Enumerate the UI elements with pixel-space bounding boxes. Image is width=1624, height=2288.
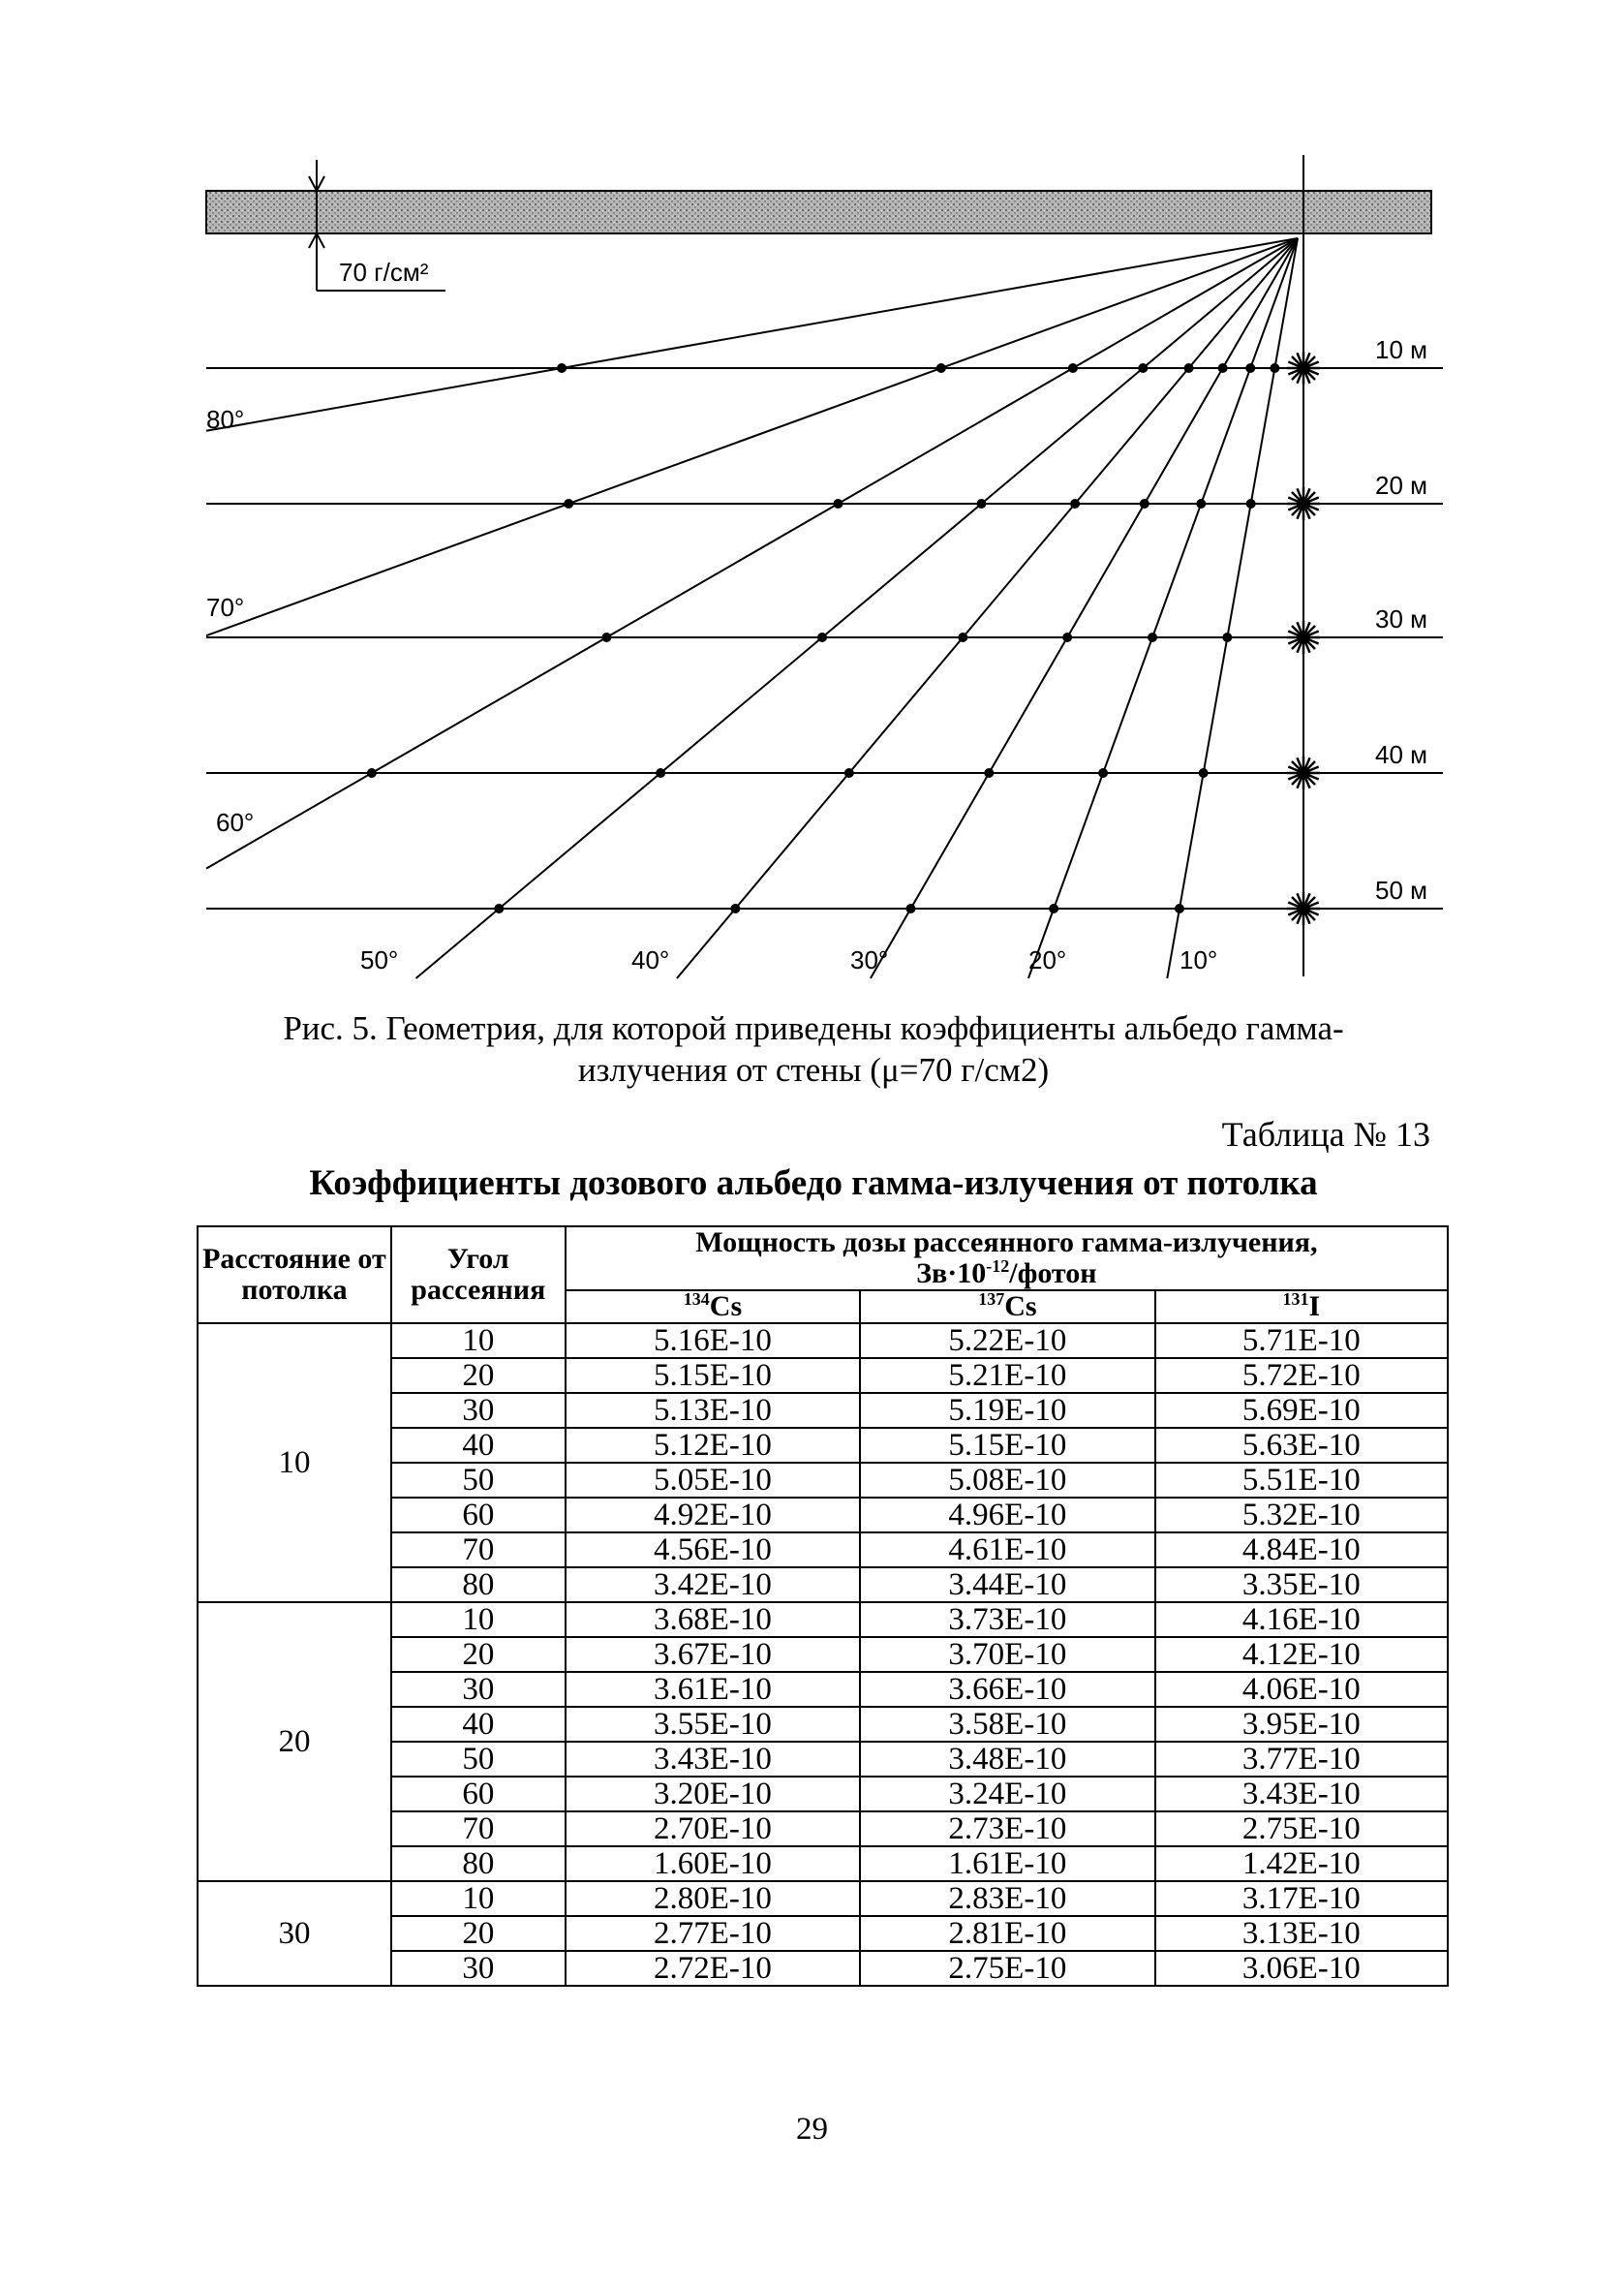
caption-line-1: Рис. 5. Геометрия, для которой приведены коэффициенты альбедо гамма- <box>283 1009 1344 1047</box>
distance-cell: 30 <box>198 1881 391 1986</box>
angle-cell: 50 <box>391 1742 566 1777</box>
intersection-dot <box>936 363 946 373</box>
angle-cell: 20 <box>391 1358 566 1393</box>
dose-cell: 5.22E-10 <box>860 1323 1154 1358</box>
angle-cell: 70 <box>391 1811 566 1846</box>
isotope-header-2 <box>860 1290 1154 1323</box>
page-number: 29 <box>796 2112 828 2147</box>
intersection-dot <box>1140 499 1149 509</box>
ray-line <box>1167 238 1298 978</box>
ray-line <box>1028 238 1298 978</box>
distance-label: 30 м <box>1375 604 1428 634</box>
dose-cell: 5.63E-10 <box>1155 1428 1448 1463</box>
distance-cell: 20 <box>198 1602 391 1881</box>
dose-cell: 5.16E-10 <box>566 1323 860 1358</box>
intersection-dot <box>367 768 377 778</box>
ceiling-slab <box>206 191 1431 233</box>
distance-label: 50 м <box>1375 876 1428 905</box>
dose-cell: 5.19E-10 <box>860 1393 1154 1428</box>
table-number: Таблица № 13 <box>1221 1115 1430 1154</box>
caption-line-2: излучения от стены (μ=70 г/см2) <box>577 1051 1050 1089</box>
dose-cell: 3.68E-10 <box>566 1602 860 1637</box>
intersection-dot <box>601 633 611 642</box>
dose-cell: 1.42E-10 <box>1155 1846 1448 1881</box>
intersection-dot <box>817 633 827 642</box>
angle-cell: 50 <box>391 1463 566 1498</box>
dose-cell: 4.12E-10 <box>1155 1637 1448 1672</box>
ray-line <box>416 238 1298 978</box>
ray-line <box>677 238 1298 978</box>
angle-label: 30° <box>850 945 889 974</box>
dose-cell: 2.75E-10 <box>860 1951 1154 1986</box>
isotope-mass: 131 <box>1282 1289 1309 1309</box>
dose-cell: 2.75E-10 <box>1155 1811 1448 1846</box>
angle-cell: 80 <box>391 1567 566 1602</box>
dose-cell: 5.51E-10 <box>1155 1463 1448 1498</box>
dose-cell: 2.83E-10 <box>860 1881 1154 1916</box>
isotope-mass: 134 <box>683 1289 710 1309</box>
angle-cell: 30 <box>391 1672 566 1707</box>
isotope-symbol: Cs <box>1004 1290 1037 1322</box>
intersection-dot <box>1175 904 1184 913</box>
distance-label: 20 м <box>1375 471 1428 500</box>
intersection-dot <box>1245 363 1255 373</box>
angle-cell: 10 <box>391 1602 566 1637</box>
intersection-dot <box>1218 363 1228 373</box>
intersection-dot <box>494 904 504 913</box>
intersection-dot <box>1246 499 1256 509</box>
dose-cell: 3.58E-10 <box>860 1707 1154 1742</box>
intersection-dot <box>1148 633 1157 642</box>
isotope-header-1 <box>566 1290 860 1323</box>
source-burst-icon <box>1287 757 1320 789</box>
angle-cell: 60 <box>391 1498 566 1532</box>
distance-cell: 10 <box>198 1323 391 1602</box>
intersection-dot <box>958 633 967 642</box>
dose-cell: 3.13E-10 <box>1155 1916 1448 1951</box>
source-burst-icon <box>1287 621 1320 654</box>
table-row <box>198 1323 1448 1358</box>
dose-cell: 2.81E-10 <box>860 1916 1154 1951</box>
intersection-dot <box>844 768 854 778</box>
dose-cell: 2.70E-10 <box>566 1811 860 1846</box>
intersection-dot <box>1199 768 1209 778</box>
dose-cell: 1.61E-10 <box>860 1846 1154 1881</box>
ray-line <box>206 238 1298 635</box>
intersection-dot <box>1068 363 1078 373</box>
intersection-dot <box>1062 633 1072 642</box>
angle-cell: 20 <box>391 1637 566 1672</box>
dose-cell: 3.61E-10 <box>566 1672 860 1707</box>
intersection-dot <box>1098 768 1108 778</box>
angle-cell: 10 <box>391 1323 566 1358</box>
dose-cell: 3.95E-10 <box>1155 1707 1448 1742</box>
isotope-symbol: Cs <box>709 1290 743 1322</box>
table-row <box>198 1602 1448 1637</box>
unit-suffix: /фотон <box>1009 1257 1097 1289</box>
dose-cell: 3.67E-10 <box>566 1637 860 1672</box>
header-dose-unit <box>567 1258 1447 1289</box>
intersection-dot <box>564 499 573 509</box>
table-title: Коэффициенты дозового альбедо гамма-излучения от потолка <box>309 1163 1318 1203</box>
dose-cell: 3.73E-10 <box>860 1602 1154 1637</box>
dose-cell: 3.44E-10 <box>860 1567 1154 1602</box>
intersection-dot <box>833 499 843 509</box>
dose-cell: 5.72E-10 <box>1155 1358 1448 1393</box>
angle-label: 10° <box>1180 945 1218 974</box>
intersection-dot <box>984 768 994 778</box>
table-row <box>198 1881 1448 1916</box>
intersection-dot <box>976 499 986 509</box>
dose-cell: 3.42E-10 <box>566 1567 860 1602</box>
intersection-dot <box>557 363 567 373</box>
dose-cell: 5.12E-10 <box>566 1428 860 1463</box>
header-dose <box>566 1226 1448 1290</box>
intersection-dot <box>1138 363 1148 373</box>
dose-cell: 5.05E-10 <box>566 1463 860 1498</box>
dose-cell: 4.16E-10 <box>1155 1602 1448 1637</box>
dose-cell: 3.20E-10 <box>566 1777 860 1811</box>
angle-cell: 10 <box>391 1881 566 1916</box>
dose-cell: 5.71E-10 <box>1155 1323 1448 1358</box>
header-dose-line1: Мощность дозы рассеянного гамма-излучения, <box>695 1226 1318 1258</box>
angle-label: 70° <box>206 593 245 622</box>
dose-cell: 5.15E-10 <box>566 1358 860 1393</box>
source-burst-icon <box>1287 487 1320 520</box>
dose-cell: 2.72E-10 <box>566 1951 860 1986</box>
source-burst-icon <box>1287 352 1320 385</box>
angle-label: 80° <box>206 405 245 434</box>
dose-cell: 2.77E-10 <box>566 1916 860 1951</box>
dose-cell: 3.35E-10 <box>1155 1567 1448 1602</box>
unit-prefix: Зв·10 <box>916 1257 987 1289</box>
angle-cell: 30 <box>391 1393 566 1428</box>
intersection-dot <box>1070 499 1080 509</box>
dose-cell: 5.69E-10 <box>1155 1393 1448 1428</box>
angle-cell: 40 <box>391 1428 566 1463</box>
dose-cell: 4.56E-10 <box>566 1532 860 1567</box>
intersection-dot <box>730 904 740 913</box>
distance-label: 40 м <box>1375 740 1428 769</box>
dose-cell: 4.84E-10 <box>1155 1532 1448 1567</box>
geometry-figure <box>0 0 1624 988</box>
angle-label: 20° <box>1028 945 1067 974</box>
unit-exponent: -12 <box>986 1256 1010 1276</box>
intersection-dot <box>905 904 915 913</box>
dose-cell: 3.55E-10 <box>566 1707 860 1742</box>
intersection-dot <box>1196 499 1206 509</box>
angle-cell: 80 <box>391 1846 566 1881</box>
header-distance: Расстояние от потолка <box>198 1226 391 1323</box>
dose-cell: 5.21E-10 <box>860 1358 1154 1393</box>
dose-cell: 3.17E-10 <box>1155 1881 1448 1916</box>
dose-cell: 4.92E-10 <box>566 1498 860 1532</box>
dose-cell: 3.66E-10 <box>860 1672 1154 1707</box>
dose-cell: 5.08E-10 <box>860 1463 1154 1498</box>
thickness-label: 70 г/см² <box>339 258 429 287</box>
dose-cell: 3.48E-10 <box>860 1742 1154 1777</box>
dose-cell: 3.24E-10 <box>860 1777 1154 1811</box>
isotope-symbol: I <box>1308 1290 1321 1322</box>
dose-cell: 3.06E-10 <box>1155 1951 1448 1986</box>
intersection-dot <box>1049 904 1058 913</box>
dose-cell: 1.60E-10 <box>566 1846 860 1881</box>
angle-cell: 20 <box>391 1916 566 1951</box>
intersection-dot <box>1222 633 1232 642</box>
angle-label: 50° <box>360 945 399 974</box>
dose-cell: 3.70E-10 <box>860 1637 1154 1672</box>
angle-cell: 30 <box>391 1951 566 1986</box>
dose-cell: 4.61E-10 <box>860 1532 1154 1567</box>
intersection-dot <box>1184 363 1194 373</box>
figure-caption <box>242 1007 1385 1091</box>
angle-cell: 40 <box>391 1707 566 1742</box>
angle-label: 40° <box>631 945 670 974</box>
dose-cell: 2.80E-10 <box>566 1881 860 1916</box>
angle-label: 60° <box>216 808 255 837</box>
intersection-dot <box>656 768 665 778</box>
dose-cell: 5.32E-10 <box>1155 1498 1448 1532</box>
source-burst-icon <box>1287 892 1320 925</box>
isotope-header-3 <box>1155 1290 1448 1323</box>
angle-cell: 70 <box>391 1532 566 1567</box>
header-angle: Угол рассеяния <box>391 1226 566 1323</box>
dose-cell: 3.43E-10 <box>566 1742 860 1777</box>
dose-cell: 4.96E-10 <box>860 1498 1154 1532</box>
angle-cell: 60 <box>391 1777 566 1811</box>
dose-cell: 2.73E-10 <box>860 1811 1154 1846</box>
dose-cell: 4.06E-10 <box>1155 1672 1448 1707</box>
albedo-table <box>197 1225 1449 1987</box>
isotope-mass: 137 <box>978 1289 1005 1309</box>
dose-cell: 3.77E-10 <box>1155 1742 1448 1777</box>
dose-cell: 5.15E-10 <box>860 1428 1154 1463</box>
dose-cell: 3.43E-10 <box>1155 1777 1448 1811</box>
ray-line <box>871 238 1298 978</box>
intersection-dot <box>1270 363 1279 373</box>
dose-cell: 5.13E-10 <box>566 1393 860 1428</box>
distance-label: 10 м <box>1375 335 1428 364</box>
